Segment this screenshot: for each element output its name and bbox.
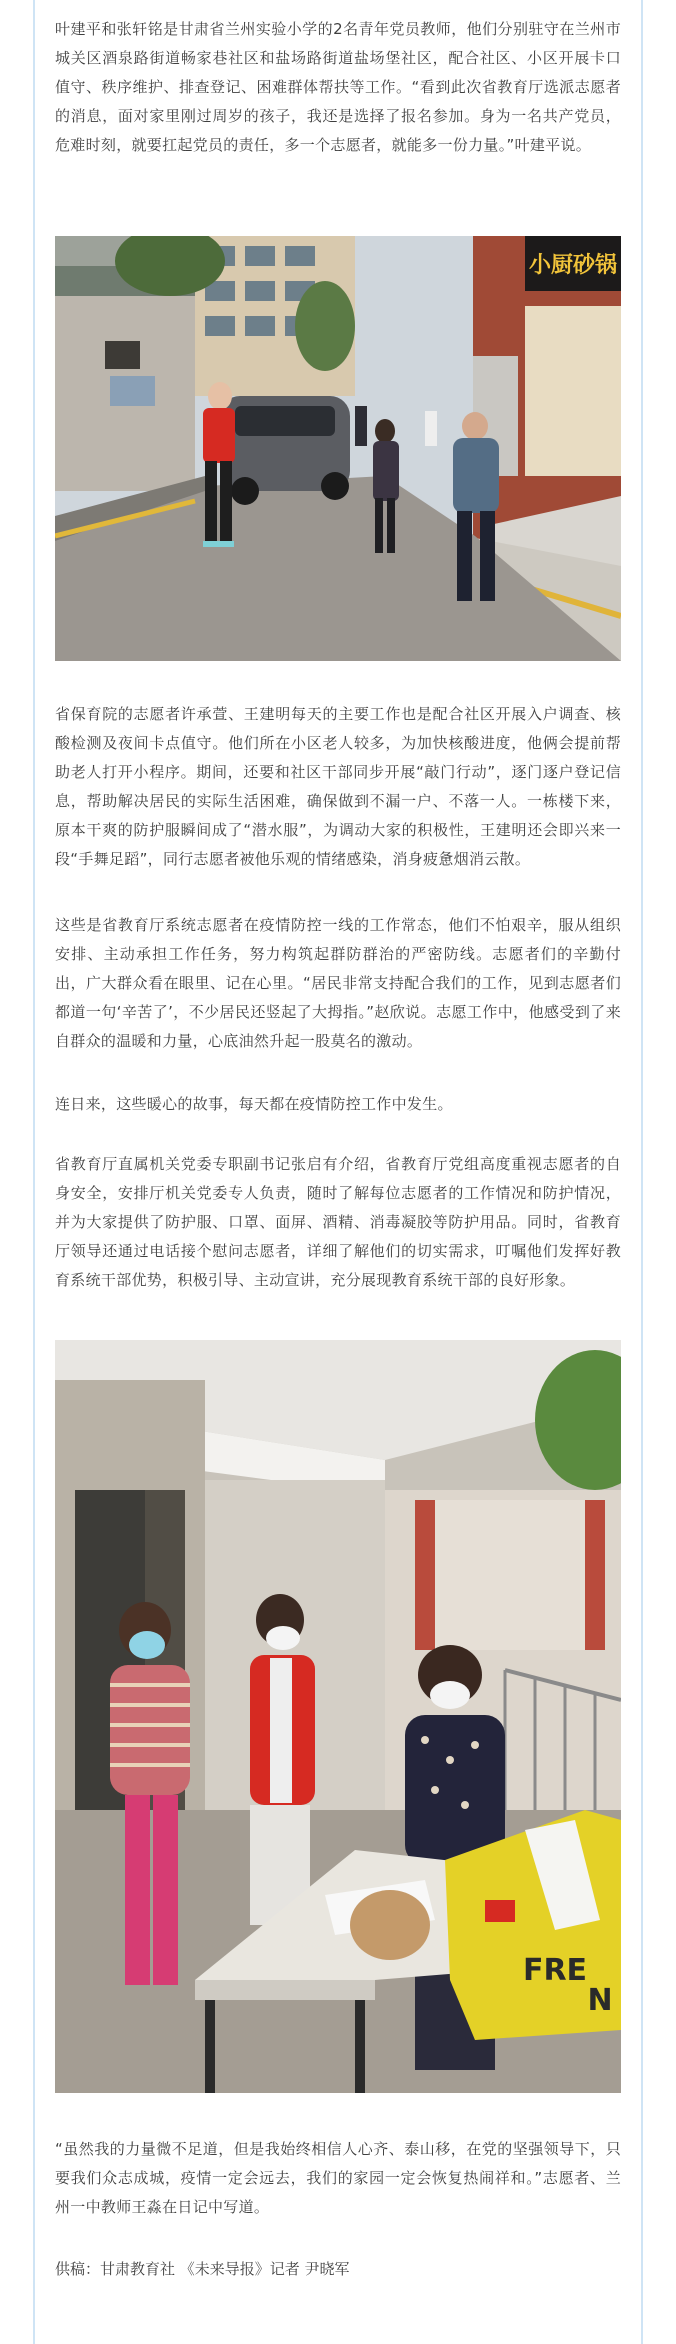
left-border-line — [33, 0, 35, 2344]
photo-street-volunteers — [55, 236, 621, 661]
paragraph-4: 连日来，这些暖心的故事，每天都在疫情防控工作中发生。 — [55, 1095, 453, 1113]
paragraph-3: 这些是省教育厅系统志愿者在疫情防控一线的工作常态，他们不怕艰辛，服从组织安排、主动承担工作任务，努力构筑起群防群治的严密防线。志愿者们的辛勤付出，广大群众看在眼里、记在心里。“居民非常支持配合我们的工作，见到志愿者们都道一句‘辛苦了’，不少居民还竖起了大拇指。”赵欣说。志愿工作中，他感受到了来自群众的温暖和力量，心底油然升起一股莫名的激动。 — [55, 916, 621, 1050]
article-credit: 供稿：甘肃教育社 《未来导报》记者 尹晓军 — [55, 2260, 350, 2278]
paragraph-1: 叶建平和张轩铭是甘肃省兰州实验小学的2名青年党员教师，他们分别驻守在兰州市城关区酒泉路街道畅家巷社区和盐场路街道盐场堡社区，配合社区、小区开展卡口值守、秩序维护、排查登记、困难群体帮扶等工作。“看到此次省教育厅选派志愿者的消息，面对家里刚过周岁的孩子，我还是选择了报名参加。身为一名共产党员，危难时刻，就要扛起党员的责任，多一个志愿者，就能多一份力量。”叶建平说。 — [55, 20, 621, 154]
right-border-line — [641, 0, 643, 2344]
paragraph-6: “虽然我的力量微不足道，但是我始终相信人心齐、泰山移，在党的坚强领导下，只要我们众志成城，疫情一定会远去，我们的家园一定会恢复热闹祥和。”志愿者、兰州一中教师王淼在日记中写道。 — [55, 2140, 621, 2216]
bag-text: FRE — [522, 1953, 588, 1988]
shop-sign-text: 小厨砂锅 — [528, 253, 618, 278]
paragraph-2: 省保育院的志愿者许承萱、王建明每天的主要工作也是配合社区开展入户调查、核酸检测及夜间卡点值守。他们所在小区老人较多，为加快核酸进度，他俩会提前帮助老人打开小程序。期间，还要和社区干部同步开展“敲门行动”，逐门逐户登记信息，帮助解决居民的实际生活困难，确保做到不漏一户、不落一人。一栋楼下来，原本干爽的防护服瞬间成了“潜水服”，为调动大家的积极性，王建明还会即兴来一段“手舞足蹈”，同行志愿者被他乐观的情绪感染，消身疲惫烟消云散。 — [55, 705, 621, 868]
paragraph-5: 省教育厅直属机关党委专职副书记张启有介绍，省教育厅党组高度重视志愿者的自身安全，安排厅机关党委专人负责，随时了解每位志愿者的工作情况和防护情况，并为大家提供了防护服、口罩、面屏、酒精、消毒凝胶等防护用品。同时，省教育厅领导还通过电话接个慰问志愿者，详细了解他们的切实需求，叮嘱他们发挥好教育系统干部优势，积极引导、主动宣讲，充分展现教育系统干部的良好形象。 — [55, 1155, 621, 1289]
photo-volunteers-at-table — [55, 1340, 621, 2093]
bag-text-2: N — [587, 1983, 613, 2018]
